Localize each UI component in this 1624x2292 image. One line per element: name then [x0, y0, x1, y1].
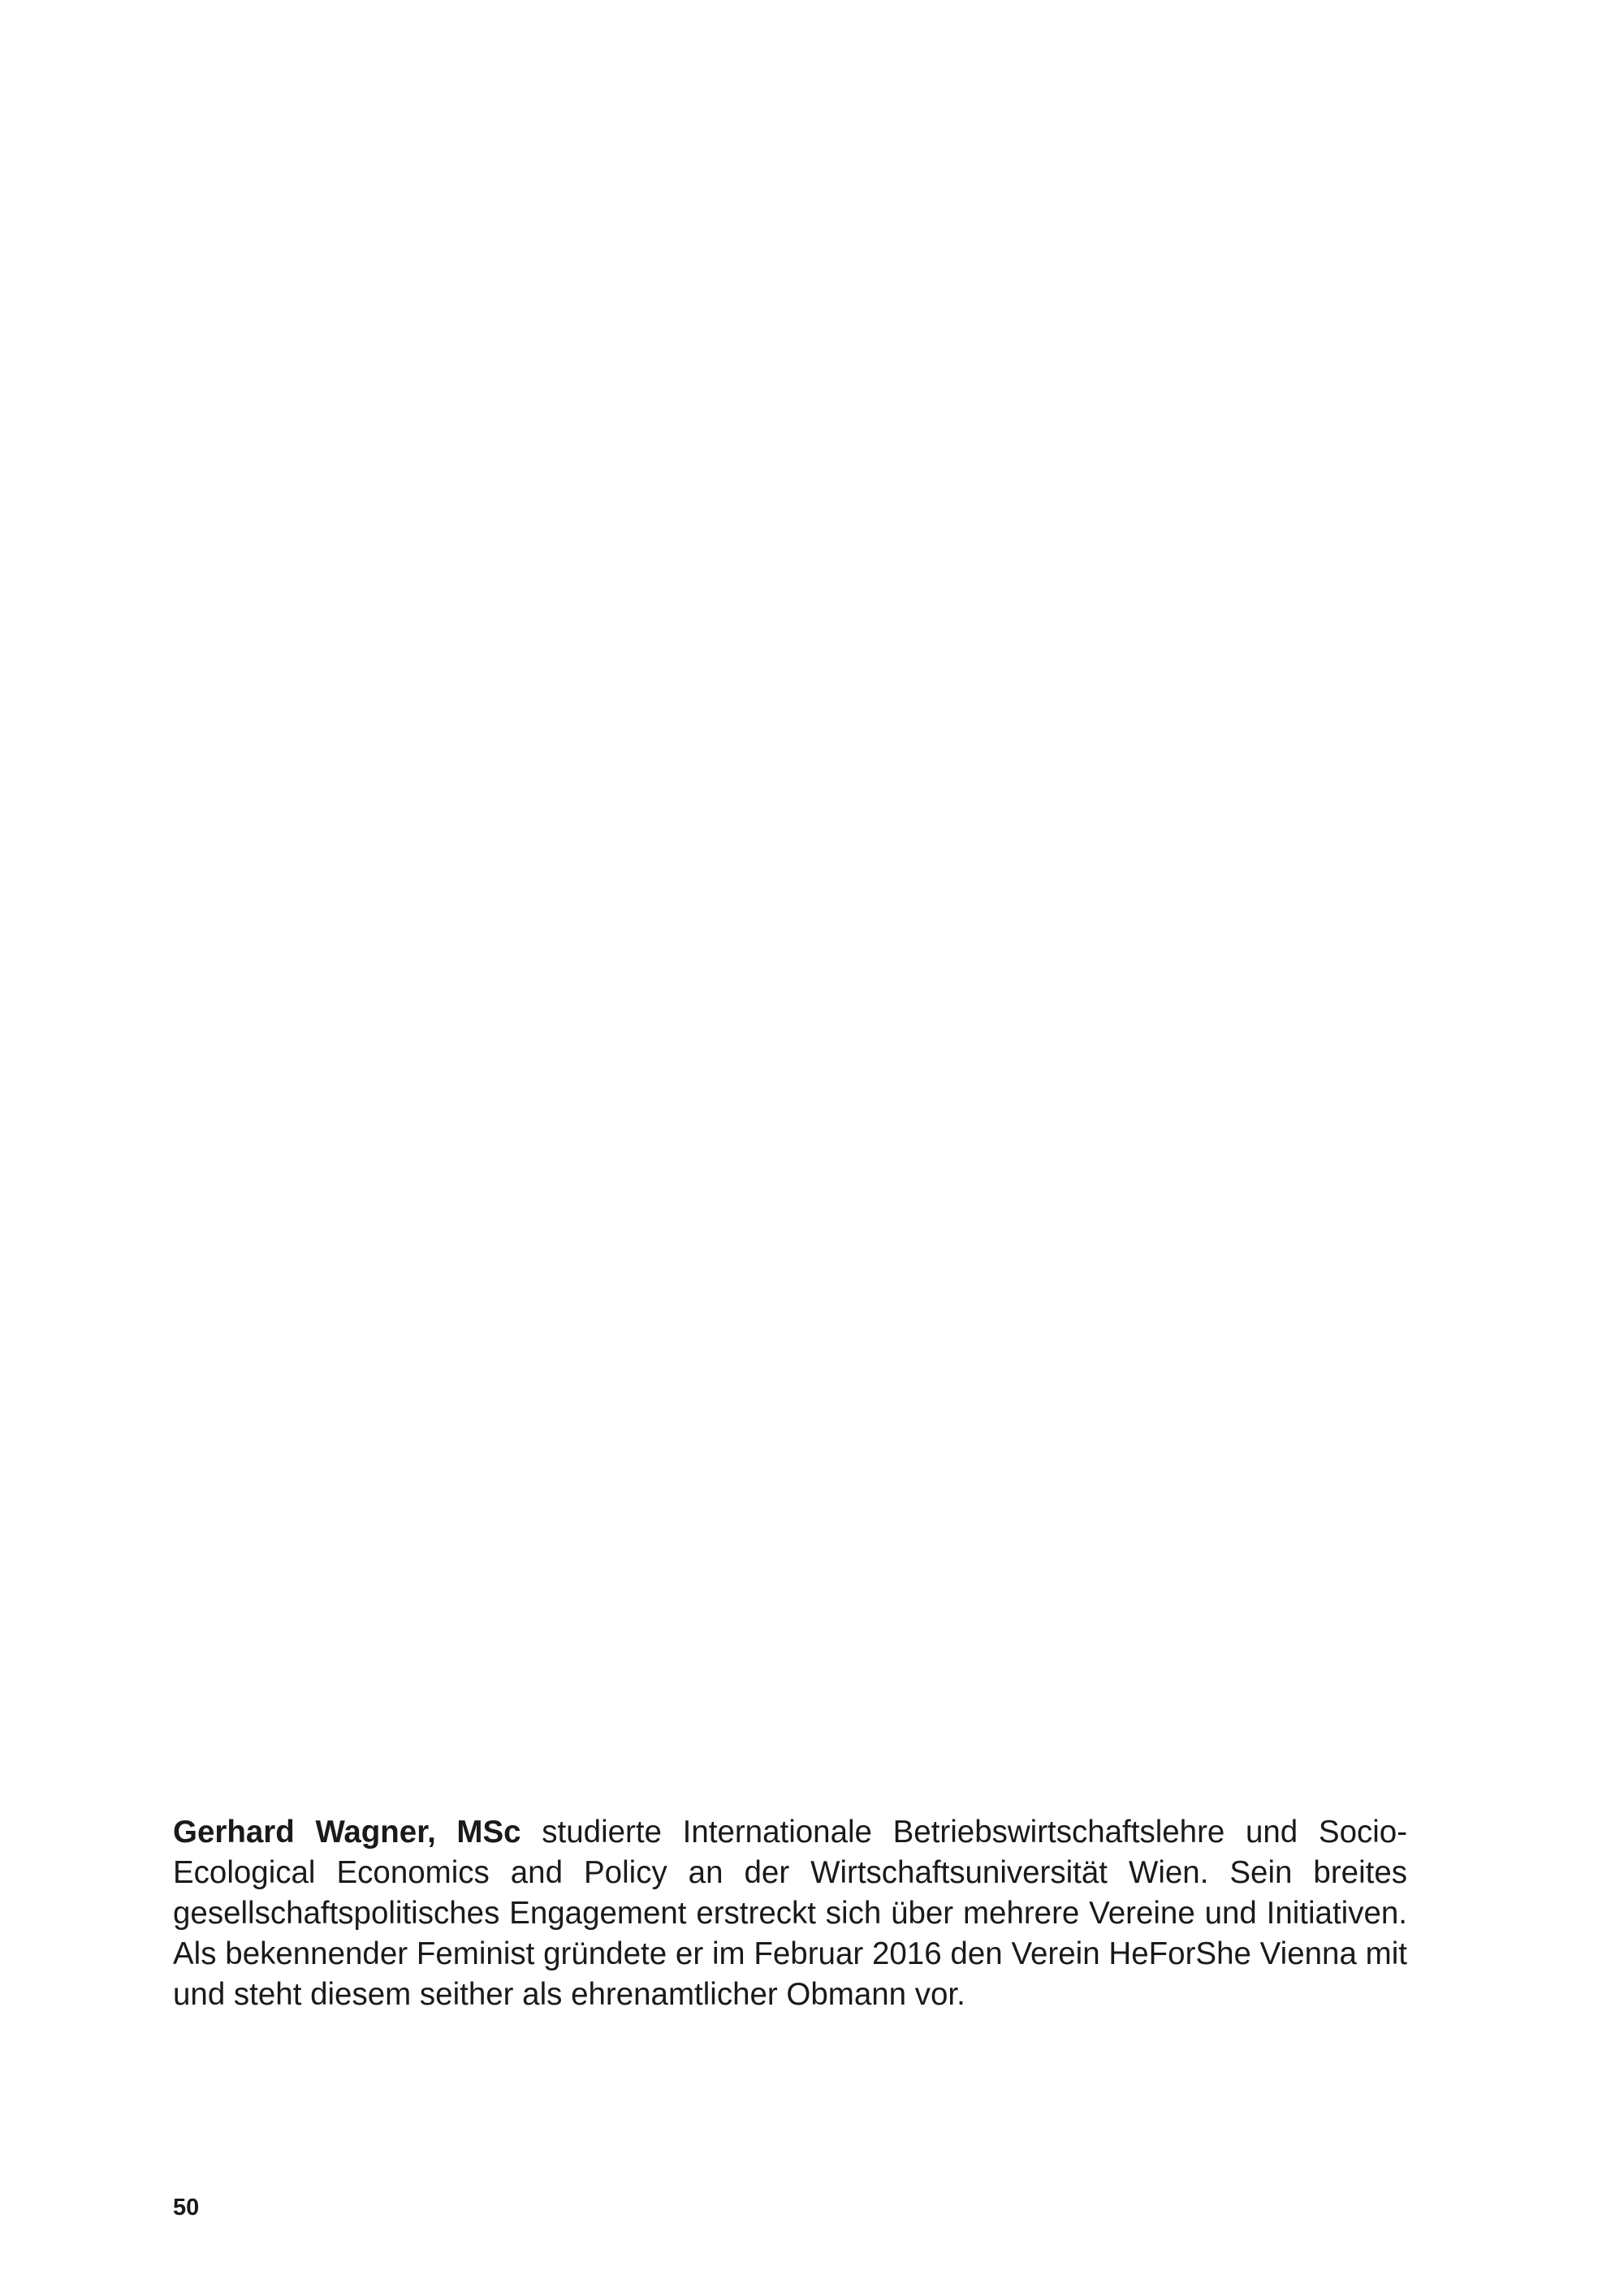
author-biography [173, 1812, 1407, 2015]
biography-text: studierte Internationale Betriebswirtschaftslehre und Socio-Ecological Economics and Policy an der Wirtschaftsuniversität Wien. Sein breites gesellschaftspolitisches Engagement erstreckt sich über mehrere Vereine und Initiativen. Als bekennender Feminist gründete er im Februar 2016 den Verein HeForShe Vienna mit und steht diesem seither als ehrenamtlicher Obmann vor. [173, 1815, 1408, 2012]
page-number: 50 [173, 2195, 200, 2221]
author-name: Gerhard Wagner, MSc [173, 1815, 521, 1850]
